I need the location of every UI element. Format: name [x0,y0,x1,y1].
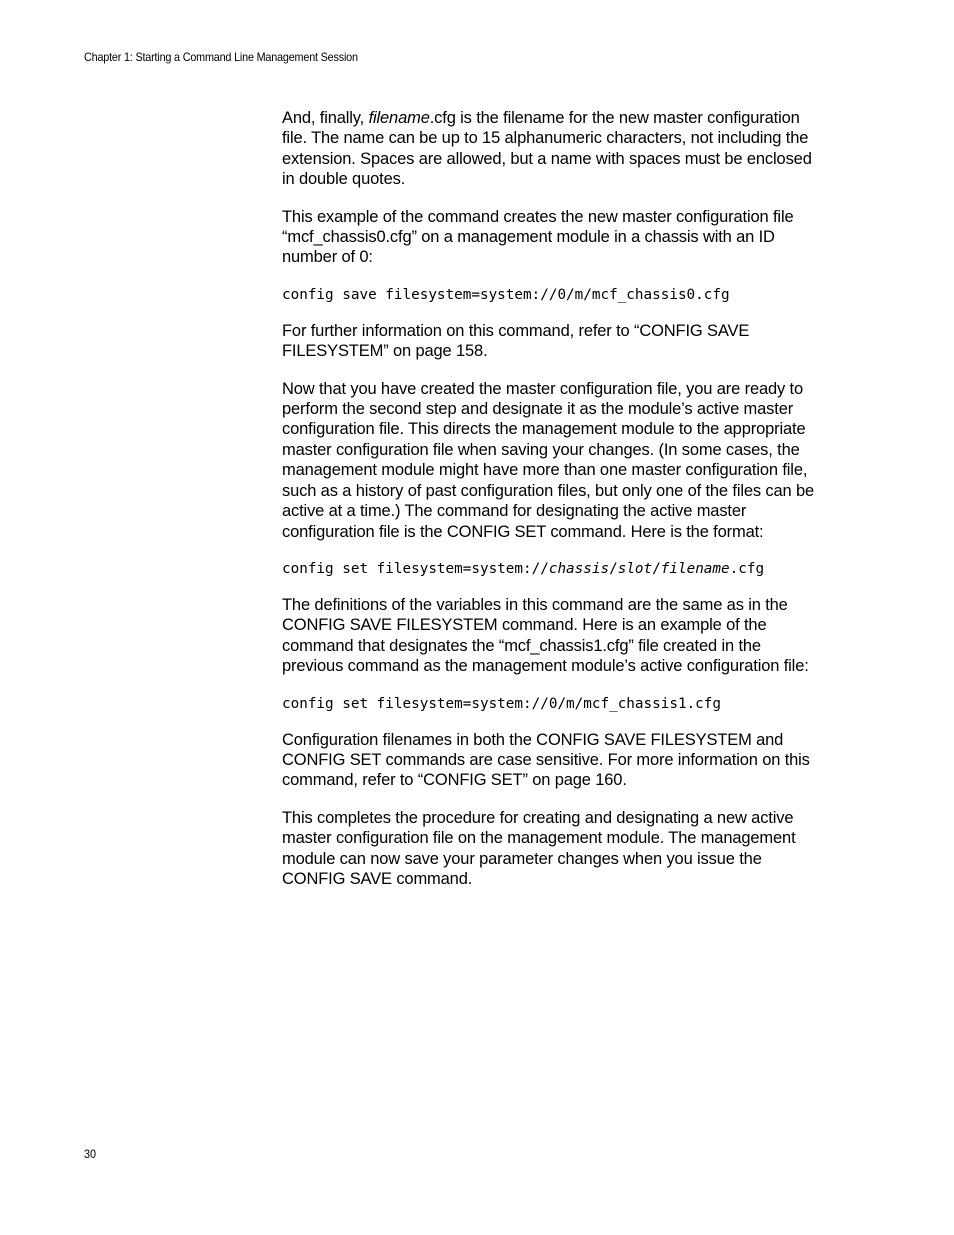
paragraph-case-sensitive: Configuration filenames in both the CONFIG SAVE FILESYSTEM and CONFIG SET commands are case sensitive. For more information on this command, refer to “CONFIG SET” on page 160. [282,730,810,790]
variable-filename-code: filename [660,560,730,577]
page-number: 30 [84,1147,97,1161]
paragraph-designate-active: Now that you have created the master configuration file, you are ready to perform the second step and designate it as the module’s active master configuration file. This directs the management module to the appropriate master configuration file when saving your changes. (In some cases, the management module might have more than one master configuration file, such as a history of past configuration files, but only one of the files can be active at a time.) The command for designating the active master configuration file is the CONFIG SET command. Here is the format: [282,379,815,541]
code-example-config-save: config save filesystem=system://0/m/mcf_chassis0.cfg [282,286,730,303]
paragraph-procedure-complete: This completes the procedure for creating and designating a new active master configuration file on the management module. The management module can now save your parameter changes when you issue the CONFIG SAVE command. [282,808,796,888]
paragraph-further-info: For further information on this command, refer to “CONFIG SAVE FILESYSTEM” on page 158. [282,321,750,361]
code-example-config-set: config set filesystem=system://0/m/mcf_chassis1.cfg [282,695,721,712]
variable-filename: filename [368,109,430,127]
paragraph-filename: And, finally, filename.cfg is the filename for the new master configuration file. The name can be up to 15 alphanumeric characters, not including the extension. Spaces are allowed, but a name with spaces must be enclosed in double quotes. [282,109,812,189]
code-format-config-set: config set filesystem=system://chassis/slot/filename.cfg [282,560,765,577]
page-body [282,108,844,906]
paragraph-example-intro: This example of the command creates the new master configuration file “mcf_chassis0.cfg” on a management module in a chassis with an ID number of 0: [282,207,794,267]
variable-chassis: chassis [548,560,610,577]
variable-slot: slot [617,560,653,577]
paragraph-variable-definitions: The definitions of the variables in this command are the same as in the CONFIG SAVE FILESYSTEM command. Here is an example of the command that designates the “mcf_chassis1.cfg” file created in the previous command as the management module’s active configuration file: [282,595,809,676]
running-header: Chapter 1: Starting a Command Line Management Session [84,50,358,64]
